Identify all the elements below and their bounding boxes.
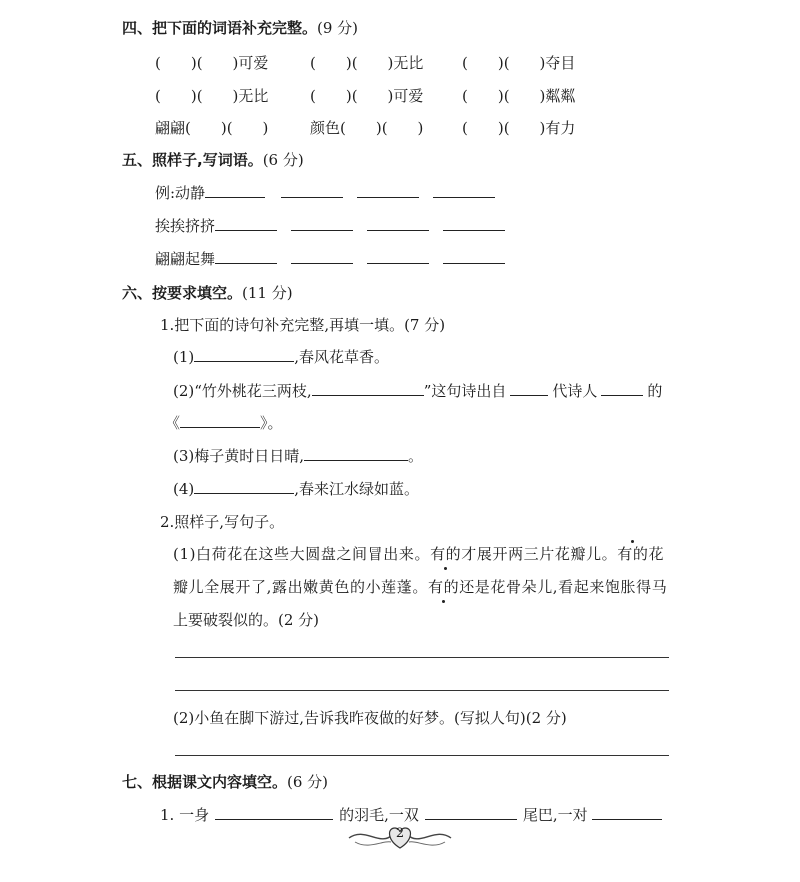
blank[interactable] [433, 183, 495, 198]
poem-4-prefix: (4) [173, 480, 195, 498]
sentence-1-part-a: (1)白荷花在这些大圆盘之间冒出来。 [173, 545, 431, 563]
section-4-points: (9 分) [317, 19, 359, 37]
blank[interactable] [194, 347, 294, 362]
blank[interactable] [205, 183, 265, 198]
section-5-heading [122, 150, 304, 170]
blank[interactable] [357, 183, 419, 198]
sec7-line-1-part-b: 的羽毛,一双 [339, 806, 419, 824]
blank[interactable] [291, 249, 353, 264]
sec4-row3-item1: 翩翩( )( ) [155, 119, 269, 137]
blank[interactable] [215, 249, 277, 264]
poem-3-prefix: (3)梅子黄时日日晴, [173, 447, 305, 465]
sec7-line-1-part-c: 尾巴,一对 [522, 806, 588, 824]
blank[interactable] [443, 216, 505, 231]
blank[interactable] [601, 381, 643, 396]
poem-2-mid2: 代诗人 [552, 382, 598, 400]
poem-1-prefix: (1) [173, 348, 195, 366]
section-7-title: 七、根据课文内容填空。 [122, 773, 288, 791]
blank[interactable] [304, 446, 408, 461]
sec5-word-1: 挨挨挤挤 [155, 217, 216, 235]
sec4-row1-item3: ( )( )夺目 [462, 54, 576, 72]
sec5-example-row [155, 183, 495, 203]
blank[interactable] [194, 479, 294, 494]
sec7-line-1-part-a: 1. 一身 [160, 806, 210, 824]
answer-line[interactable] [175, 657, 669, 658]
sec5-row-1 [155, 216, 505, 236]
book-title-open: 《 [165, 414, 181, 432]
blank[interactable] [367, 216, 429, 231]
blank[interactable] [367, 249, 429, 264]
sentence-1-part-c: 花 [648, 545, 665, 563]
blank[interactable] [215, 805, 333, 820]
poem-2-end: 的 [647, 382, 663, 400]
poem-2-prefix: (2)“竹外桃花三两枝, [173, 382, 312, 400]
sentence-1-line-1 [173, 544, 664, 564]
blank[interactable] [281, 183, 343, 198]
poem-2-source [165, 413, 283, 433]
section-4-title: 四、把下面的词语补充完整。 [122, 19, 318, 37]
emphasis-youde-2: 有的 [617, 545, 649, 563]
blank[interactable] [291, 216, 353, 231]
answer-line[interactable] [175, 755, 669, 756]
answer-line[interactable] [175, 690, 669, 691]
blank[interactable] [312, 381, 424, 396]
page-number: 2 [395, 826, 405, 841]
sec5-example-label: 例:动静 [155, 184, 206, 202]
sentence-1-part-e: 还是花骨朵儿,看起来饱胀得马 [459, 578, 668, 596]
poem-4 [173, 479, 419, 499]
section-6-title: 六、按要求填空。 [122, 284, 243, 302]
sec4-row3-item2: 颜色( )( ) [310, 119, 424, 137]
emphasis-youde-1: 有的 [430, 545, 462, 563]
poem-2 [173, 381, 662, 401]
blank[interactable] [592, 805, 662, 820]
poem-1-suffix: ,春风花草香。 [294, 348, 390, 366]
blank[interactable] [215, 216, 277, 231]
sec4-row1-item2: ( )( )无比 [310, 54, 424, 72]
blank[interactable] [180, 413, 260, 428]
book-title-close: 》。 [260, 414, 283, 432]
sentence-2: (2)小鱼在脚下游过,告诉我昨夜做的好梦。(写拟人句)(2 分) [173, 709, 567, 727]
section-6-points: (11 分) [242, 284, 293, 302]
poem-2-mid: ”这句诗出自 [423, 382, 507, 400]
sentence-1-part-d: 瓣儿全展开了,露出嫩黄色的小莲蓬。 [173, 578, 428, 596]
section-4-heading [122, 18, 358, 38]
sec4-row3-item3: ( )( )有力 [462, 119, 576, 137]
sec6-question-1: 1.把下面的诗句补充完整,再填一填。(7 分) [160, 316, 446, 334]
blank[interactable] [510, 381, 548, 396]
sec6-question-2: 2.照样子,写句子。 [160, 513, 285, 531]
page-number-ornament [345, 820, 455, 852]
emphasis-youde-3: 有的 [427, 578, 460, 596]
section-6-heading [122, 283, 293, 303]
poem-4-suffix: ,春来江水绿如蓝。 [294, 480, 420, 498]
sec4-row2-item2: ( )( )可爱 [310, 87, 424, 105]
sec4-row2-item3: ( )( )粼粼 [462, 87, 576, 105]
poem-1 [173, 347, 389, 367]
section-5-title: 五、照样子,写词语。 [122, 151, 263, 169]
sec4-row2-item1: ( )( )无比 [155, 87, 269, 105]
section-7-heading [122, 772, 328, 792]
sentence-1-line-3: 上要破裂似的。(2 分) [173, 611, 320, 629]
sec5-word-2: 翩翩起舞 [155, 250, 216, 268]
sec5-row-2 [155, 249, 505, 269]
sentence-1-part-b: 才展开两三片花瓣儿。 [461, 545, 618, 563]
poem-3-suffix: 。 [408, 447, 424, 465]
section-5-points: (6 分) [262, 151, 304, 169]
blank[interactable] [425, 805, 517, 820]
poem-3 [173, 446, 423, 466]
section-7-points: (6 分) [287, 773, 329, 791]
sentence-1-line-2 [173, 577, 667, 597]
blank[interactable] [443, 249, 505, 264]
sec4-row1-item1: ( )( )可爱 [155, 54, 269, 72]
